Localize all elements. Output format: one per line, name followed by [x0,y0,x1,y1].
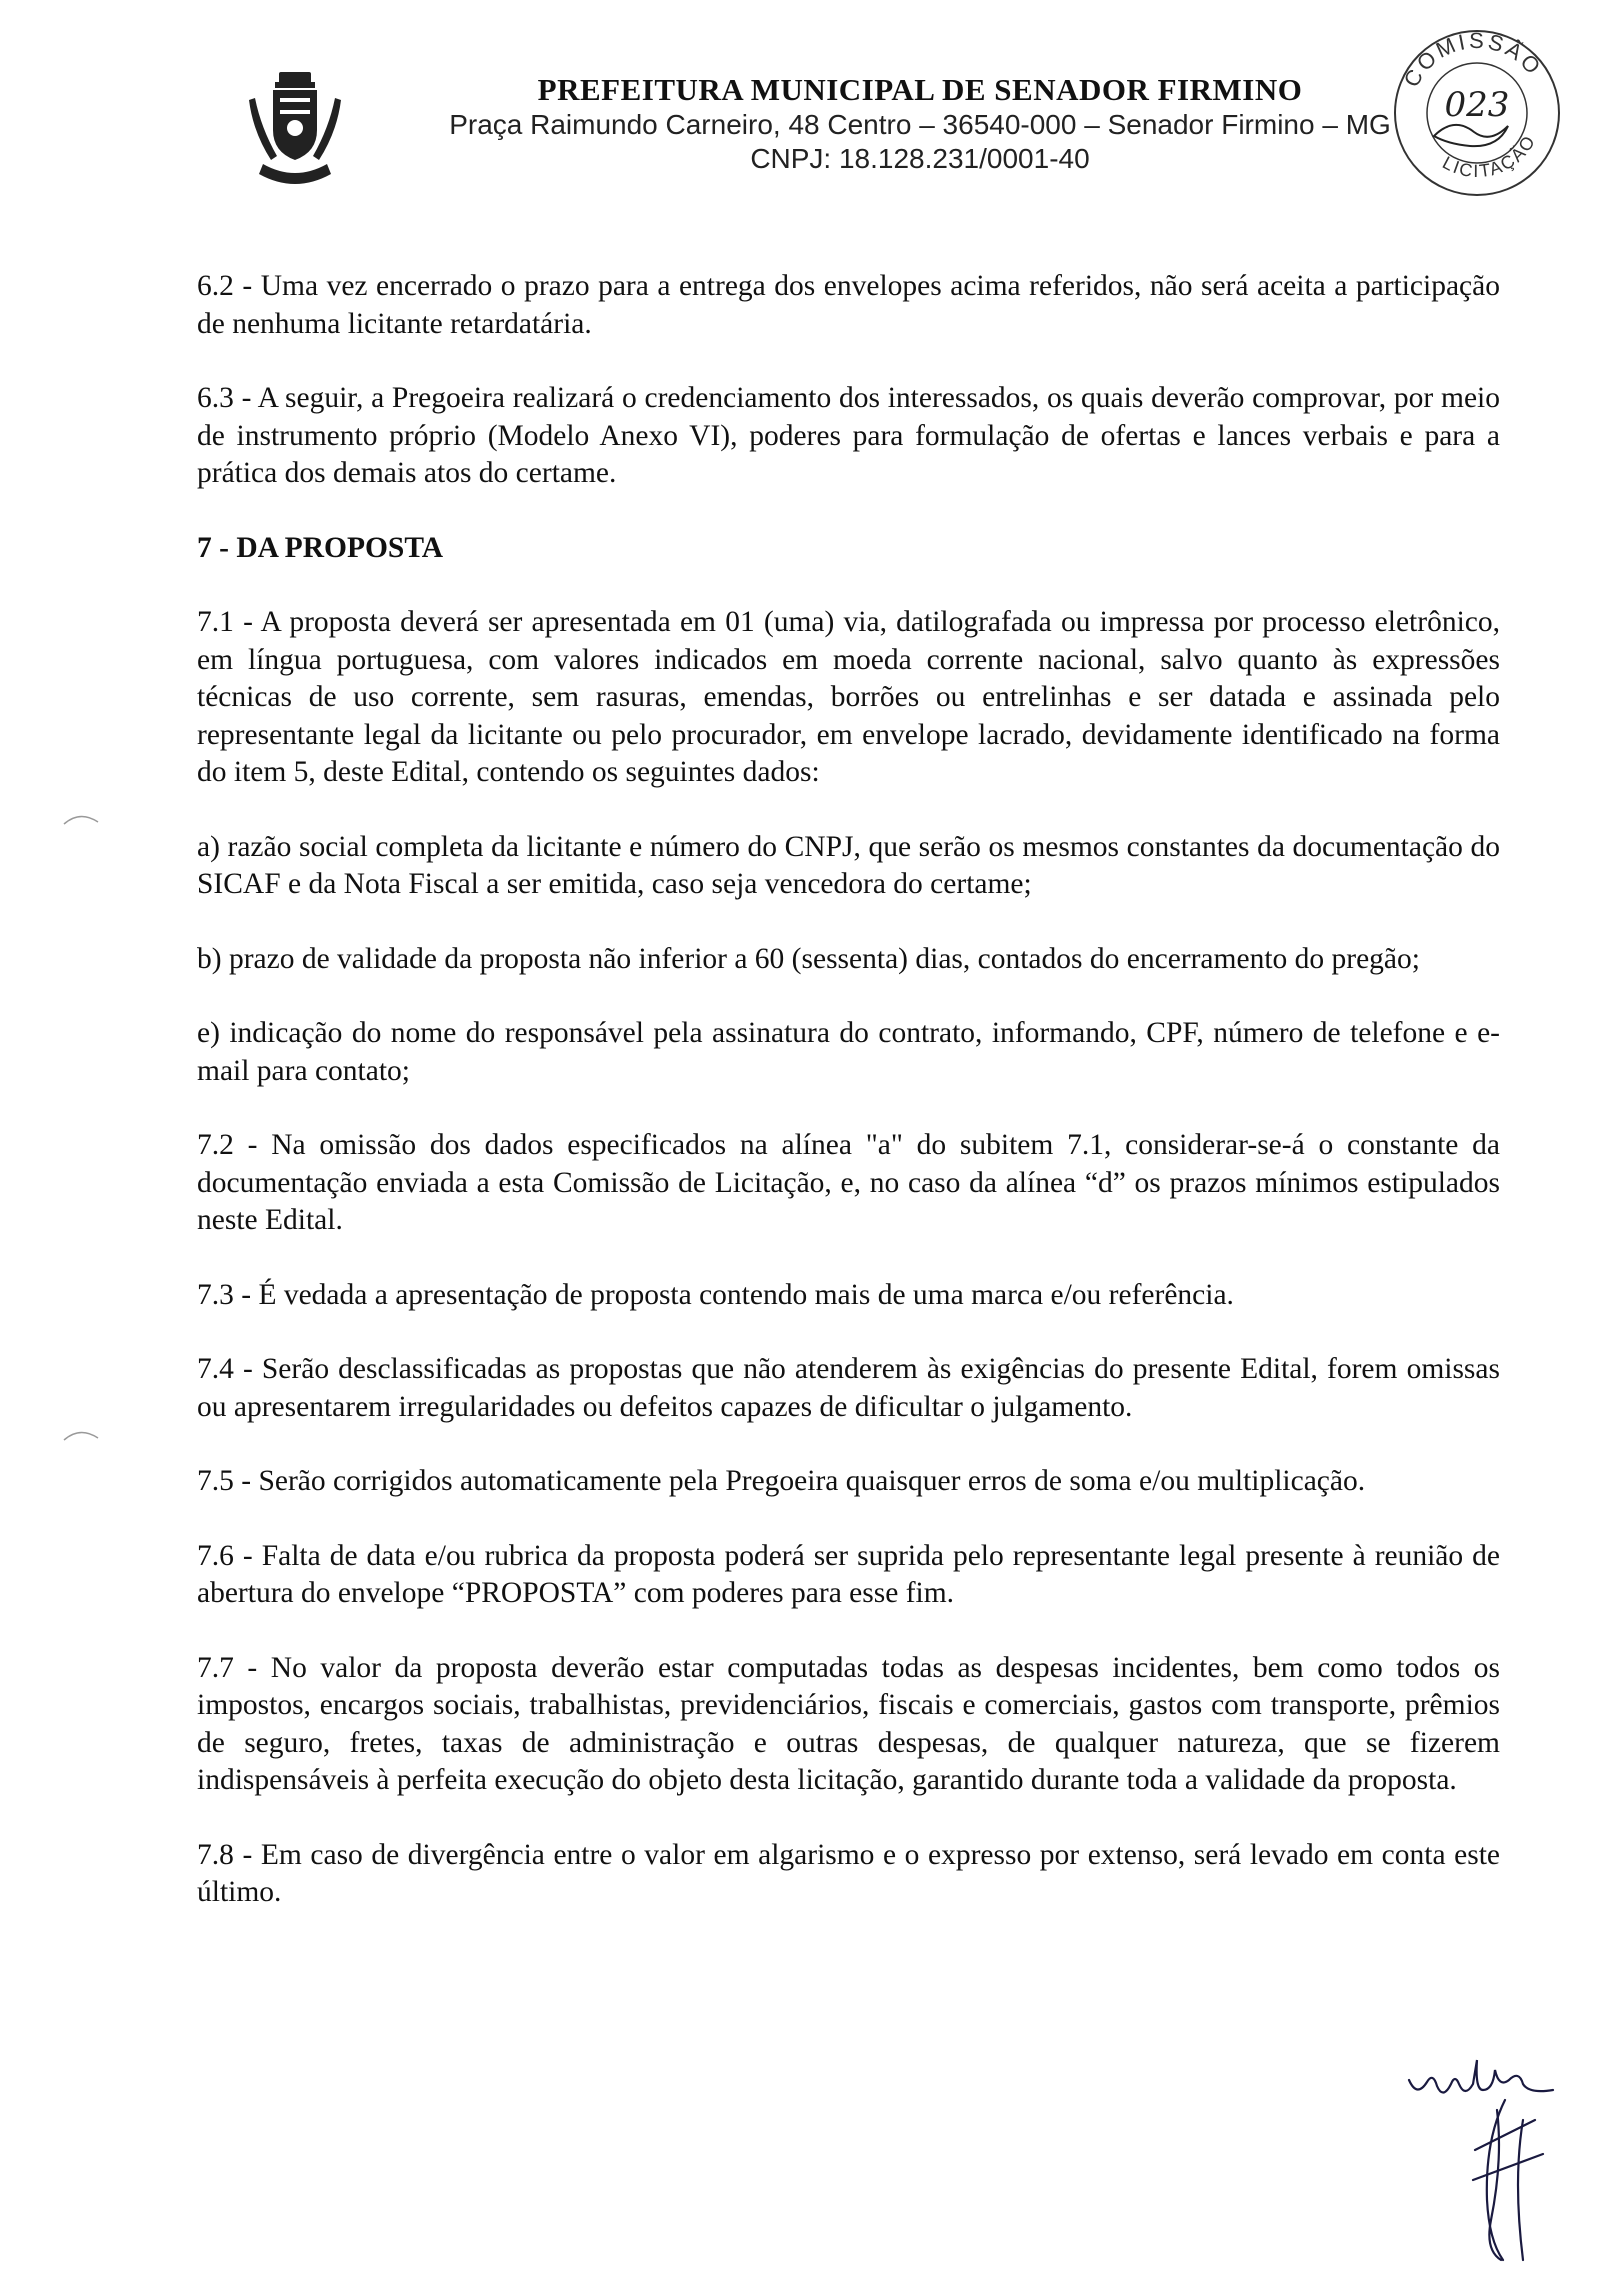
municipality-title: PREFEITURA MUNICIPAL DE SENADOR FIRMINO [537,72,1303,107]
circular-stamp-icon [1382,18,1572,208]
municipality-address: Praça Raimundo Carneiro, 48 Centro – 36540-000 – Senador Firmino – MG [449,109,1391,140]
svg-text:COMISSÃO [1399,28,1548,91]
paragraph-6-2: 6.2 - Uma vez encerrado o prazo para a entrega dos envelopes acima referidos, não será aceita a participação de nenhuma licitante retardatária. [197,270,1500,340]
item-a: a) razão social completa da licitante e número do CNPJ, que serão os mesmos constantes da documentação do SICAF e da Nota Fiscal a ser emitida, caso seja vencedora do certame; [197,830,1500,900]
item-b: b) prazo de validade da proposta não inferior a 60 (sessenta) dias, contados do encerramento do pregão; [197,942,1420,975]
margin-mark-icon [62,1424,102,1444]
paragraph-7-6: 7.6 - Falta de data e/ou rubrica da proposta poderá ser suprida pelo representante legal presente à reunião de abertura do envelope “PROPOSTA” com poderes para esse fim. [197,1539,1500,1609]
stamp-top-text: COMISSÃO [1398,27,1548,92]
paragraph-7-3: 7.3 - É vedada a apresentação de proposta contendo mais de uma marca e/ou referência. [197,1278,1234,1311]
margin-mark-icon [62,808,102,828]
svg-text:LICITAÇÃO [1439,131,1540,181]
coat-of-arms-icon [245,68,345,188]
document-body [197,268,1500,1949]
letterhead [0,0,1600,200]
item-e: e) indicação do nome do responsável pela assinatura do contrato, informando, CPF, número de telefone e e-mail para contato; [197,1017,1500,1087]
paragraph-7-1: 7.1 - A proposta deverá ser apresentada em 01 (uma) via, datilografada ou impressa por processo eletrônico, em língua portuguesa, com valores indicados em moeda corrente nacional, salvo quanto às expressões técnicas de uso corrente, sem rasuras, emendas, borrões ou entrelinhas e ser datada e assinada pelo representante legal da licitante ou pelo procurador, em envelope lacrado, devidamente identificado na forma do item 5, deste Edital, contendo os seguintes dados: [197,606,1500,788]
paragraph-6-3: 6.3 - A seguir, a Pregoeira realizará o credenciamento dos interessados, os quais deverão comprovar, por meio de instrumento próprio (Modelo Anexo VI), poderes para formulação de ofertas e lances verbais e para a prática dos demais atos do certame. [197,382,1500,489]
paragraph-7-5: 7.5 - Serão corrigidos automaticamente pela Pregoeira quaisquer erros de soma e/ou multiplicação. [197,1465,1366,1497]
handwritten-signature-icon [1405,2040,1600,2276]
municipality-cnpj: CNPJ: 18.128.231/0001-40 [750,143,1090,174]
paragraph-7-2: 7.2 - Na omissão dos dados especificados na alínea "a" do subitem 7.1, considerar-se-á o constante da documentação enviada a esta Comissão de Licitação, e, no caso da alínea “d” os prazos mínimos estipulados neste Edital. [197,1129,1500,1236]
paragraph-7-7: 7.7 - No valor da proposta deverão estar computadas todas as despesas incidentes, bem como todos os impostos, encargos sociais, trabalhistas, previdenciários, fiscais e comerciais, gastos com transporte, prêmios de seguro, fretes, taxas de administração e outras despesas, de qualquer natureza, que se fizerem indispensáveis à perfeita execução do objeto desta licitação, garantido durante toda a validade da proposta. [197,1651,1500,1796]
section-heading-7: 7 - DA PROPOSTA [197,531,444,564]
paragraph-7-4: 7.4 - Serão desclassificadas as propostas que não atenderem às exigências do presente Edital, forem omissas ou apresentarem irregularidades ou defeitos capazes de dificultar o julgamento. [197,1353,1500,1423]
stamp-number: 023 [1444,85,1510,125]
paragraph-7-8: 7.8 - Em caso de divergência entre o valor em algarismo e o expresso por extenso, será levado em conta este último. [197,1838,1500,1908]
letterhead-text [420,72,1420,176]
stamp-bottom-text: LICITAÇÃO [1439,130,1540,182]
